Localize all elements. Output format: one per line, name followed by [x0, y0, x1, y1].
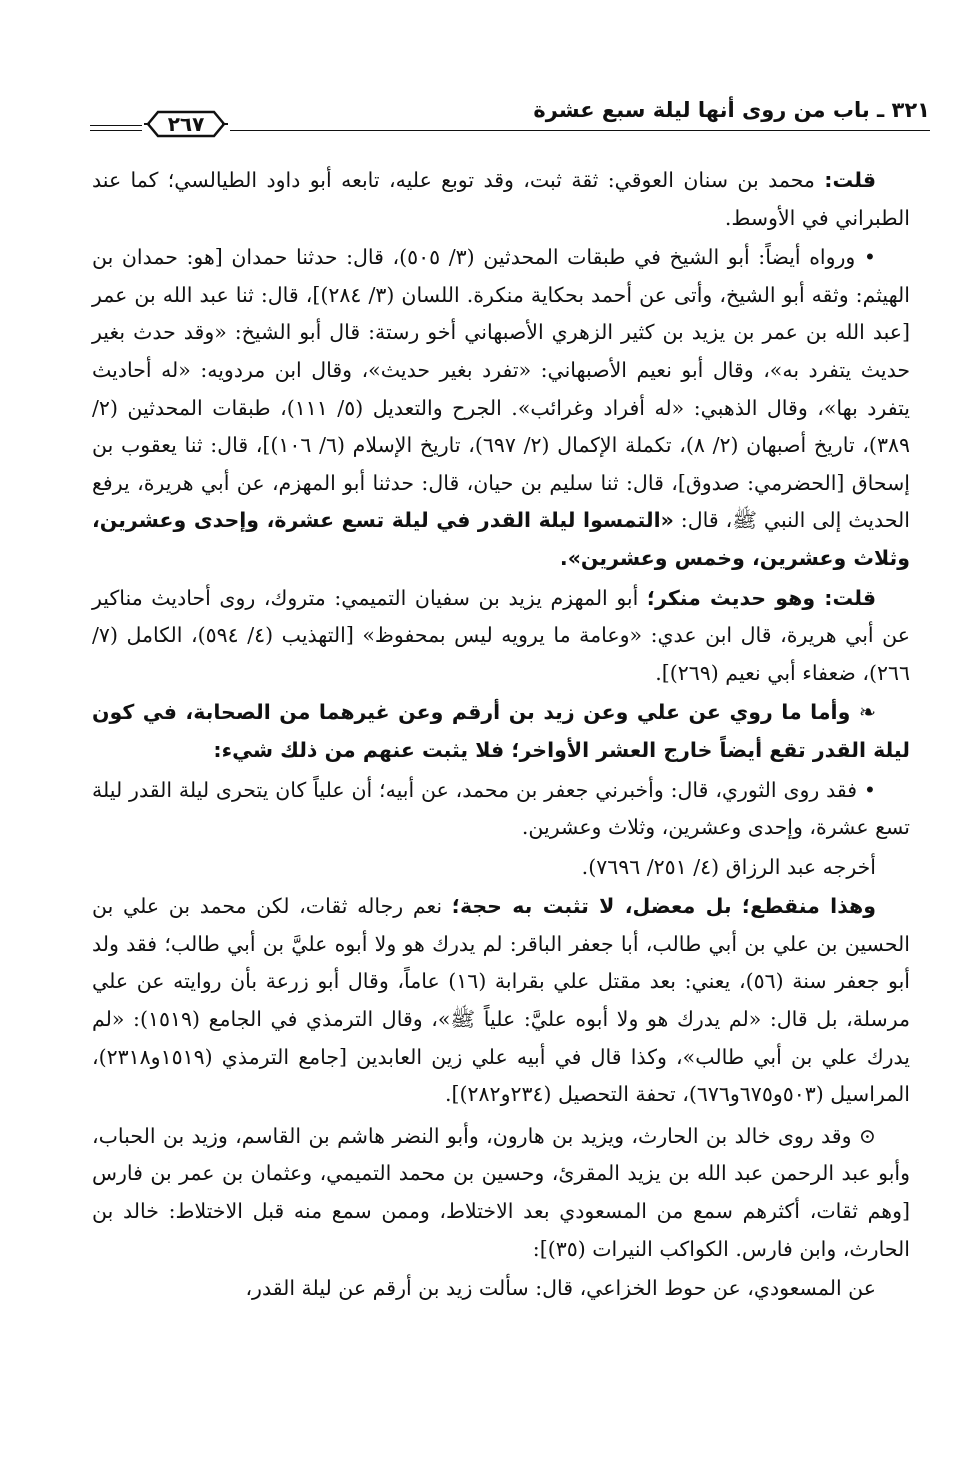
paragraph-2: [92, 239, 910, 577]
paragraph-3: [92, 580, 910, 693]
paragraph-1: [92, 162, 910, 237]
body-text: • ورواه أيضاً: أبو الشيخ في طبقات المحدثين (٣/ ٥٠٥)، قال: حدثنا حمدان [هو: حمدان بن الهيثم: وثقه أبو الشيخ، وأتى عن أحمد بحكاية منكرة. اللسان (٣/ ٢٨٤)]، قال: ثنا عبد الله بن عمر [عبد الله بن عمر بن يزيد بن كثير الزهري الأصبهاني أخو رستة: قال أبو الشيخ: «وقد حدث بغير حديث يتفرد به»، وقال أبو نعيم الأصبهاني: «تفرد بغير حديث»، وقال ابن مردويه: «له أحاديث يتفرد بها»، وقال الذهبي: «له أفراد وغرائب». الجرح والتعديل (٥/ ١١١)، طبقات المحدثين (٢/ ٣٨٩)، تاريخ أصبهان (٢/ ٨)، تكملة الإكمال (٢/ ٦٩٧)، تاريخ الإسلام (٦/ ١٠٦)]، قال: ثنا يعقوب بن إسحاق [الحضرمي: صدوق]، قال: ثنا سليم بن حيان، قال: حدثنا أبو المهزم، عن أبي هريرة، يرفع الحديث إلى النبي ﷺ، قال:: [92, 245, 910, 533]
body-text: نعم رجاله ثقات، لكن محمد بن علي بن الحسين بن علي بن أبي طالب، أبا جعفر الباقر: لم يدرك هو ولا أبوه عليَّ بن أبي طالب؛ فقد ولد أبو جعفر سنة (٥٦)، يعني: بعد مقتل علي بقرابة (١٦) عاماً، وقال أبو زرعة بأن روايته عن علي مرسلة، بل قال: «لم يدرك هو ولا أبوه عليَّ: علياً ﷺ»، وقال الترمذي في الجامع (١٥١٩): «لم يدرك علي بن أبي طالب»، وكذا قال في أبيه علي زين العابدين [جامع الترمذي (١٥١٩و٢٣١٨)، المراسيل (٥٠٣و٦٧٥و٦٧٦)، تحفة التحصيل (٢٣٤و٢٨٢)].: [92, 894, 910, 1107]
paragraph-5: • فقد روى الثوري، قال: وأخبرني جعفر بن محمد، عن أبيه؛ أن علياً كان يتحرى ليلة القدر ليلة تسع عشرة، وإحدى وعشرين، وثلاث وعشرين.: [92, 777, 910, 840]
page-number: ٢٦٧: [167, 112, 205, 136]
section-heading: ❧ وأما ما روي عن علي وعن زيد بن أرقم وعن غيرهما من الصحابة، في كون ليلة القدر تقع أيضاً خارج العشر الأواخر؛ فلا يثبت عنهم من ذلك شيء:: [92, 700, 910, 762]
body-text: أبو المهزم يزيد بن سفيان التميمي: متروك، روى أحاديث مناكير عن أبي هريرة، قال ابن عدي: «وعامة ما يرويه ليس بمحفوظ» [التهذيب (٤/ ٥٩٤)، الكامل (٧/ ٢٦٦)، ضعفاء أبي نعيم (٢٦٩)].: [92, 585, 910, 685]
body-text: محمد بن سنان العوقي: ثقة ثبت، وقد توبع عليه، تابعه أبو داود الطيالسي؛ كما عند الطبراني في الأوسط.: [92, 168, 910, 230]
page-body: [92, 162, 910, 1308]
header-rule: [230, 130, 930, 131]
lead-text: وهذا منقطع؛ بل معضل، لا تثبت به حجة؛: [451, 894, 876, 919]
paragraph-7: [92, 888, 910, 1114]
hadith-text: «التمسوا ليلة القدر في ليلة تسع عشرة، وإحدى وعشرين، وثلاث وعشرين، وخمس وعشرين».: [92, 508, 910, 570]
chapter-title: ٣٢١ ـ باب من روى أنها ليلة سبع عشرة: [533, 98, 930, 122]
page-header: [90, 92, 930, 142]
page-number-badge: [144, 106, 228, 142]
paragraph-9: عن المسعودي، عن حوط الخزاعي، قال: سألت زيد بن أرقم عن ليلة القدر،: [245, 1276, 876, 1301]
lead-text: قلت: وهو حديث منكر؛: [646, 585, 876, 610]
paragraph-8: ⊙ وقد روى خالد بن الحارث، ويزيد بن هارون، وأبو النضر هاشم بن القاسم، وزيد بن الحباب، وأبو عبد الرحمن عبد الله بن يزيد المقرئ، وحسين بن محمد التميمي، وعثمان بن عمر بن فارس [وهم ثقات، أكثرهم سمع من المسعودي بعد الاختلاط، وممن سمع منه قبل الاختلاط: خالد بن الحارث، وابن فارس. الكواكب النيرات (٣٥)]:: [92, 1123, 910, 1261]
header-rule-left-top: [90, 125, 142, 126]
header-rule-left-bottom: [90, 130, 142, 131]
lead-text: قلت:: [824, 168, 876, 192]
paragraph-6: أخرجه عبد الرزاق (٤/ ٢٥١/ ٧٦٩٦).: [581, 854, 876, 879]
